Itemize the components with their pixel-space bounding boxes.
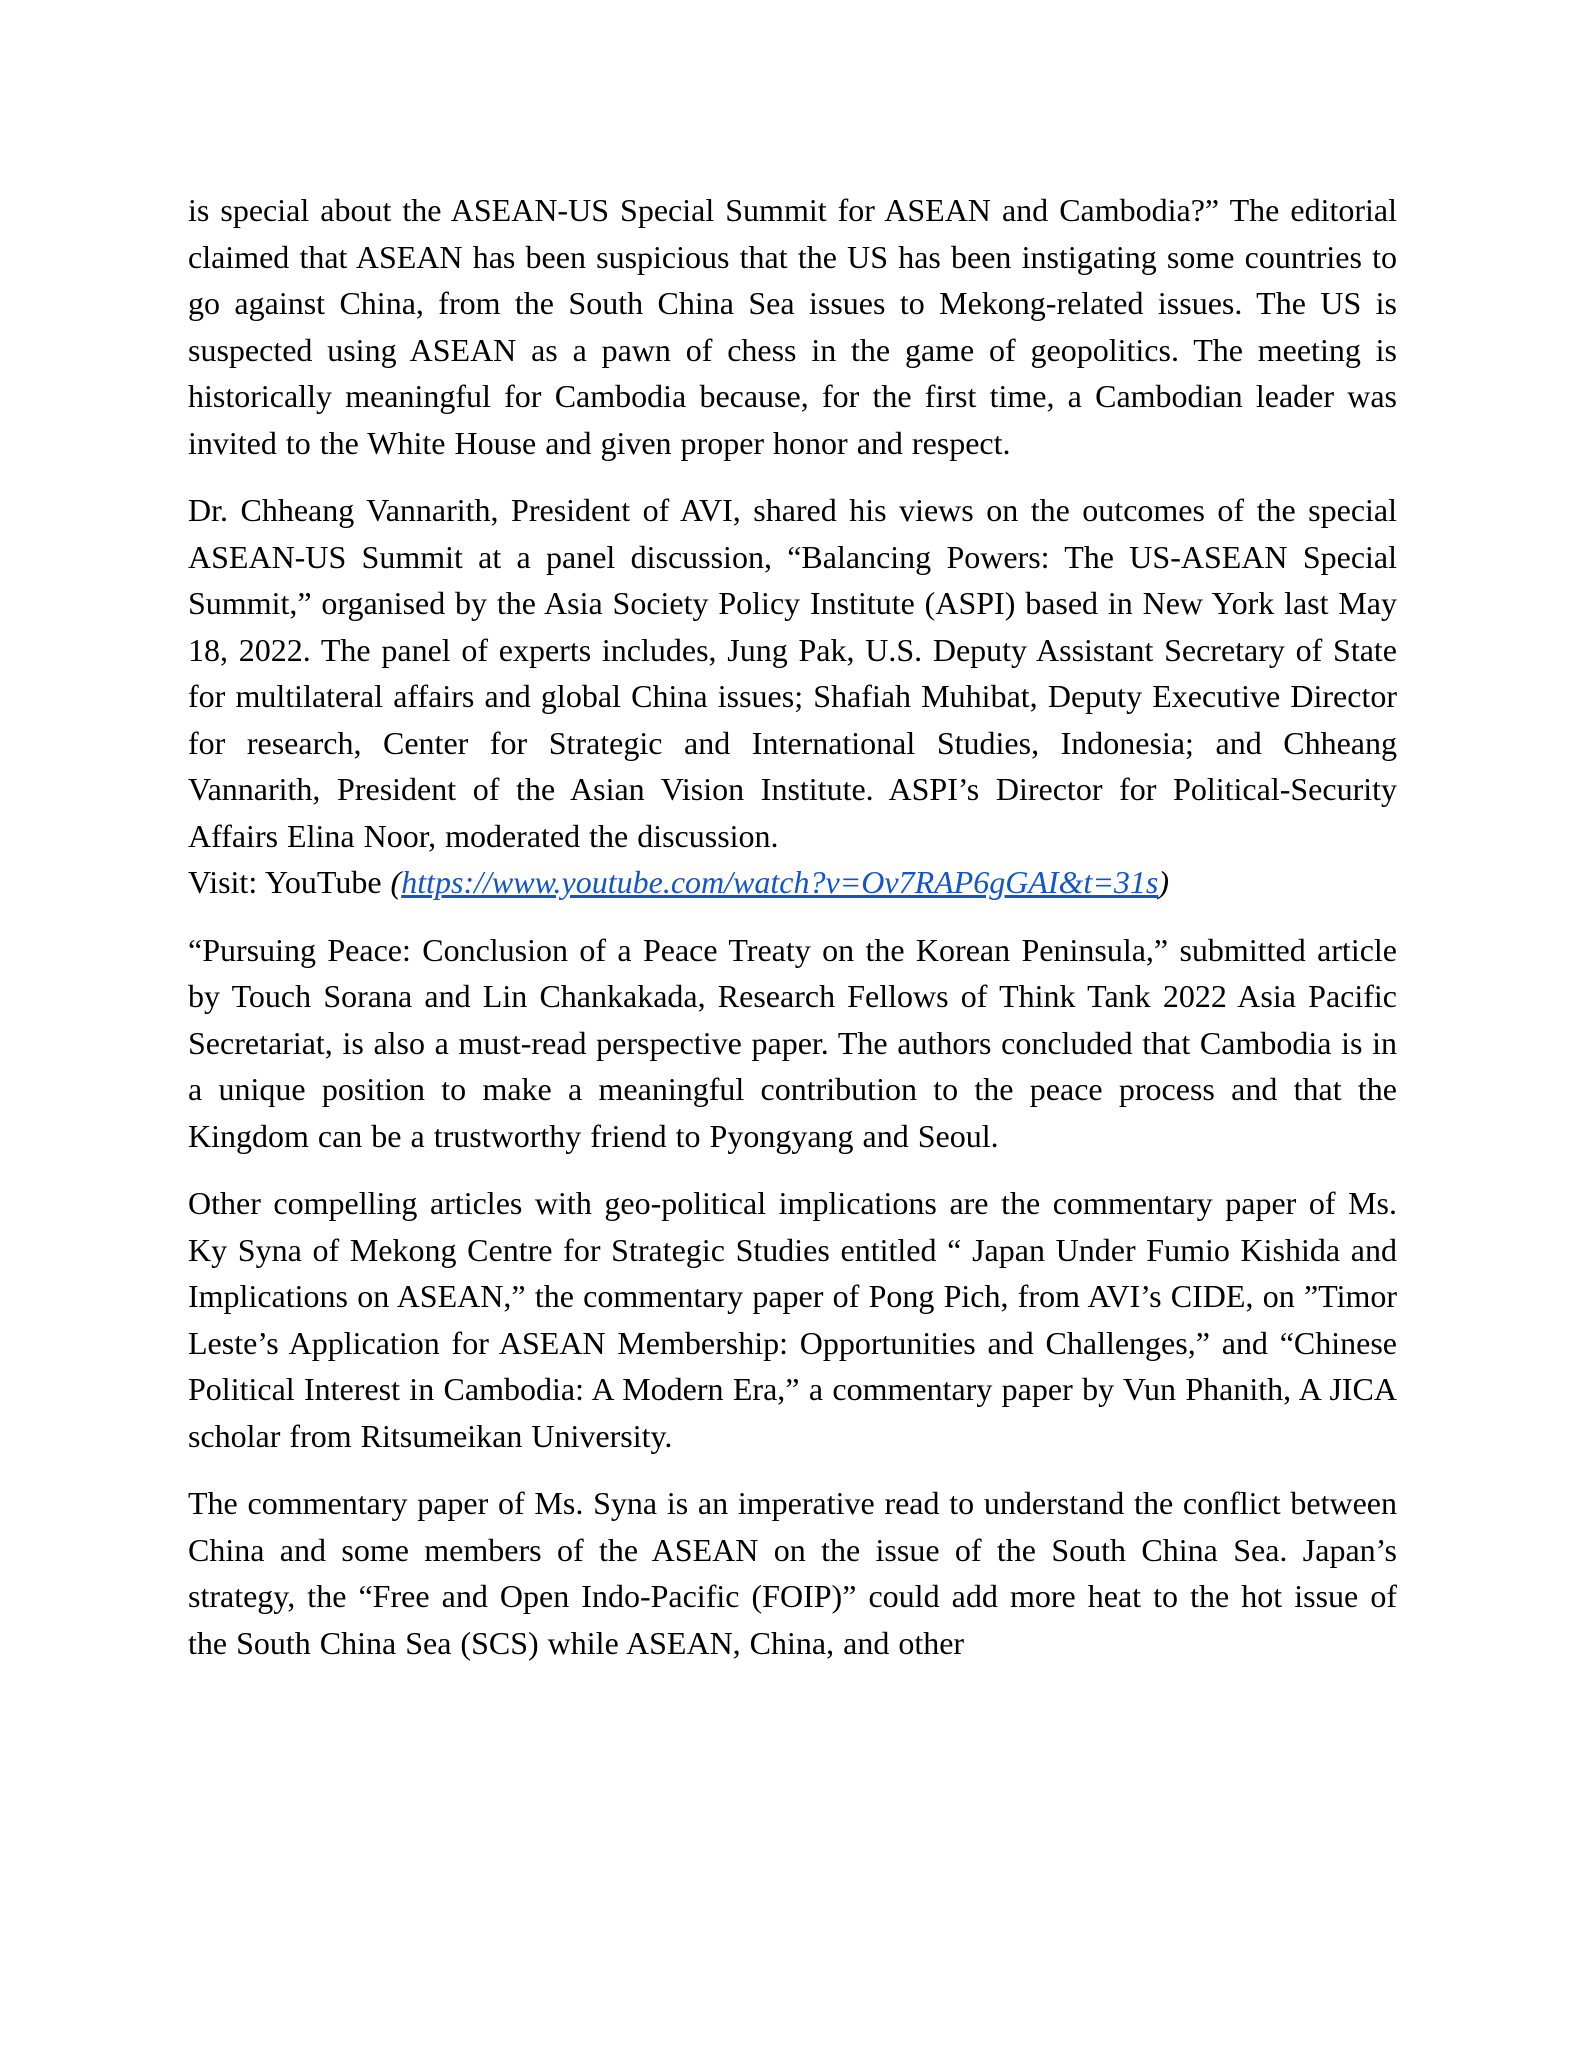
visit-line — [188, 859, 1397, 906]
paragraph-pursuing-peace: “Pursuing Peace: Conclusion of a Peace Treaty on the Korean Peninsula,” submitted article by Touch Sorana and Lin Chankakada, Research Fellows of Think Tank 2022 Asia Pacific Secretariat, is also a must-read perspective paper. The authors concluded that Cambodia is in a unique position to make a meaningful contribution to the peace process and that the Kingdom can be a trustworthy friend to Pyongyang and Seoul. — [188, 931, 1397, 1154]
open-paren: ( — [390, 864, 402, 900]
paragraph-other-articles: Other compelling articles with geo-political implications are the commentary paper of Ms. Ky Syna of Mekong Centre for Strategic Studies entitled “ Japan Under Fumio Kishida and Implications on ASEAN,” the commentary paper of Pong Pich, from AVI’s CIDE, on ”Timor Leste’s Application for ASEAN Membership: Opportunities and Challenges,” and “Chinese Political Interest in Cambodia: A Modern Era,” a commentary paper by Vun Phanith, A JICA scholar from Ritsumeikan University. — [188, 1185, 1397, 1454]
paragraph-asean-us-summit: is special about the ASEAN-US Special Summit for ASEAN and Cambodia?” The editorial claimed that ASEAN has been suspicious that the US has been instigating some countries to go against China, from the South China Sea issues to Mekong-related issues. The US is suspected using ASEAN as a pawn of chess in the game of geopolitics. The meeting is historically meaningful for Cambodia because, for the first time, a Cambodian leader was invited to the White House and given proper honor and respect. — [188, 192, 1397, 461]
paragraph-syna-commentary: The commentary paper of Ms. Syna is an imperative read to understand the conflict between China and some members of the ASEAN on the issue of the South China Sea. Japan’s strategy, the “Free and Open Indo-Pacific (FOIP)” could add more heat to the hot issue of the South China Sea (SCS) while ASEAN, China, and other — [188, 1485, 1397, 1661]
close-paren: ) — [1158, 864, 1170, 900]
youtube-link[interactable]: https://www.youtube.com/watch?v=Ov7RAP6gGAI&t=31s — [401, 864, 1159, 900]
visit-line-prefix: Visit: YouTube — [188, 864, 391, 900]
paragraph-panel-discussion: Dr. Chheang Vannarith, President of AVI, shared his views on the outcomes of the special ASEAN-US Summit at a panel discussion, “Balancing Powers: The US-ASEAN Special Summit,” organised by the Asia Society Policy Institute (ASPI) based in New York last May 18, 2022. The panel of experts includes, Jung Pak, U.S. Deputy Assistant Secretary of State for multilateral affairs and global China issues; Shafiah Muhibat, Deputy Executive Director for research, Center for Strategic and International Studies, Indonesia; and Chheang Vannarith, President of the Asian Vision Institute. ASPI’s Director for Political-Security Affairs Elina Noor, moderated the discussion. — [188, 492, 1397, 854]
